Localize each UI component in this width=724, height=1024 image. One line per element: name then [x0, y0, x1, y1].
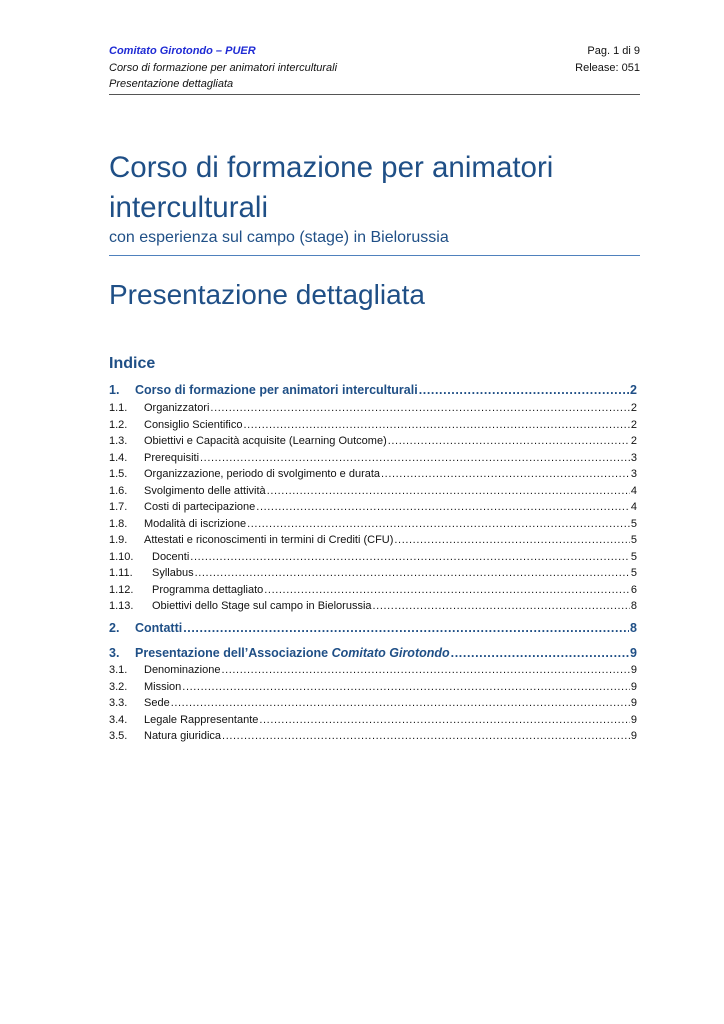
header-page-number: Pag. 1 di 9 — [587, 45, 640, 57]
header-release: Release: 051 — [575, 61, 640, 74]
toc-entry-1-5[interactable]: 1.5. Organizzazione, periodo di svolgimento e durata ..... 3 — [109, 468, 637, 480]
header-doc-name: Presentazione dettagliata — [109, 78, 234, 90]
toc-entry-2[interactable]: 2. Contatti ..... 8 — [109, 621, 637, 635]
toc-entry-1-13[interactable]: 1.13. Obiettivi dello Stage sul campo in Bielorussia ..... 8 — [109, 600, 637, 612]
toc-entry-1-8[interactable]: 1.8. Modalità di iscrizione ..... 5 — [109, 518, 637, 530]
title-line-1: Corso di formazione per animatori — [109, 151, 554, 184]
header-divider — [109, 94, 640, 95]
toc-entry-1-10[interactable]: 1.10. Docenti ..... 5 — [109, 551, 637, 563]
toc-entry-1-3[interactable]: 1.3. Obiettivi e Capacità acquisite (Learning Outcome) ..... 2 — [109, 435, 637, 447]
toc-entry-1[interactable]: 1. Corso di formazione per animatori interculturali ..... 2 — [109, 383, 637, 397]
toc-entry-1-1[interactable]: 1.1. Organizzatori ..... 2 — [109, 402, 637, 414]
toc-heading: Indice — [109, 355, 156, 372]
toc-entry-1-12[interactable]: 1.12. Programma dettagliato ..... 6 — [109, 584, 637, 596]
section-heading: Presentazione dettagliata — [109, 279, 425, 310]
toc-entry-3-4[interactable]: 3.4. Legale Rappresentante ..... 9 — [109, 714, 637, 726]
toc-entry-1-11[interactable]: 1.11. Syllabus ..... 5 — [109, 567, 637, 579]
toc-entry-1-7[interactable]: 1.7. Costi di partecipazione ..... 4 — [109, 501, 637, 513]
title-line-2: interculturali — [109, 191, 269, 224]
document-title — [109, 148, 640, 228]
title-divider — [109, 255, 640, 256]
toc-entry-1-4[interactable]: 1.4. Prerequisiti ..... 3 — [109, 452, 637, 464]
toc-entry-3-3[interactable]: 3.3. Sede ..... 9 — [109, 697, 637, 709]
toc-entry-3-1[interactable]: 3.1. Denominazione ..... 9 — [109, 664, 637, 676]
header-course: Corso di formazione per animatori interculturali — [109, 61, 338, 74]
header-org: Comitato Girotondo – PUER — [109, 45, 256, 57]
toc-entry-1-6[interactable]: 1.6. Svolgimento delle attività ..... 4 — [109, 485, 637, 497]
toc-entry-3-5[interactable]: 3.5. Natura giuridica ..... 9 — [109, 730, 637, 742]
toc-entry-3[interactable]: 3. Presentazione dell’Associazione Comitato Girotondo ..... 9 — [109, 646, 637, 660]
toc-entry-1-2[interactable]: 1.2. Consiglio Scientifico ..... 2 — [109, 419, 637, 431]
page-header — [109, 43, 640, 93]
toc-entry-3-2[interactable]: 3.2. Mission ..... 9 — [109, 681, 637, 693]
toc-entry-1-9[interactable]: 1.9. Attestati e riconoscimenti in termini di Crediti (CFU) ..... 5 — [109, 534, 637, 546]
document-subtitle: con esperienza sul campo (stage) in Bielorussia — [109, 229, 449, 246]
